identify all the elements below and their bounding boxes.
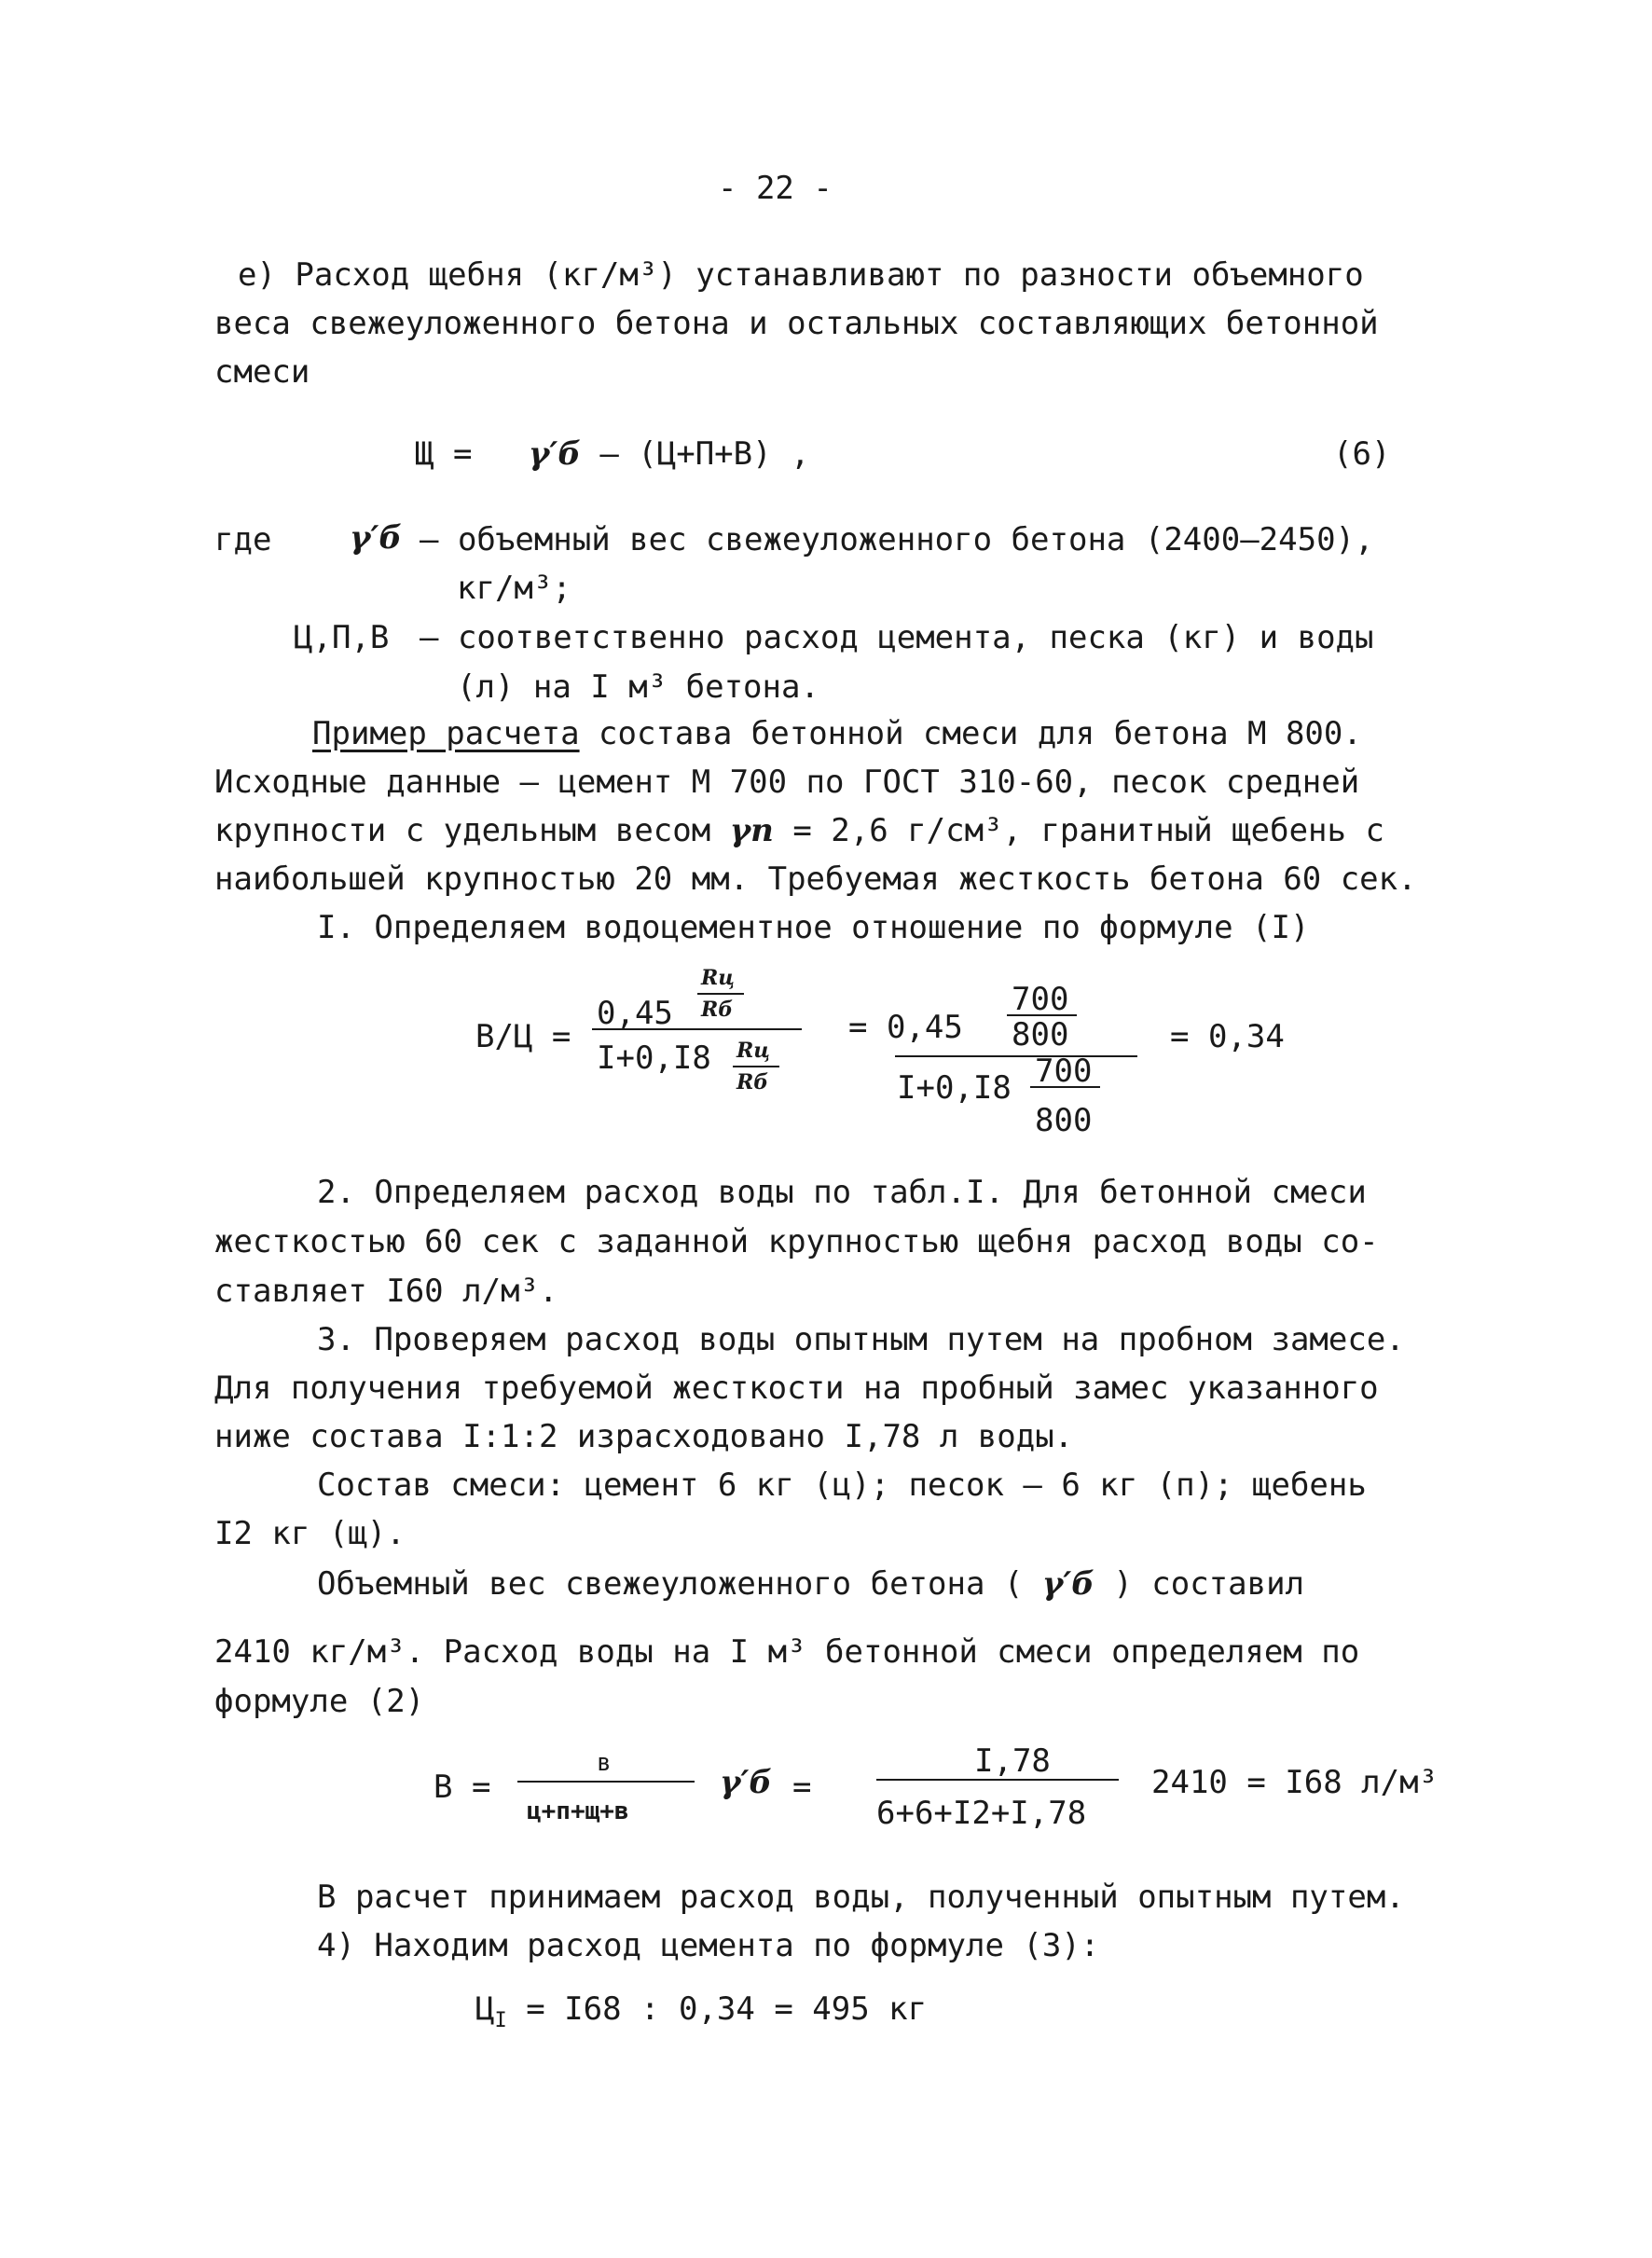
example-line-3-b: = 2,6 г/см³, гранитный щебень с <box>792 812 1384 849</box>
formula-2-eq: = <box>792 1769 812 1806</box>
step-3-line-1: 3. Проверяем расход воды опытным путем на пробном замесе. <box>317 1321 1405 1358</box>
volume-line-3: формуле (2) <box>214 1683 425 1720</box>
formula-1-700-top: 700 <box>1012 981 1069 1018</box>
formula-2-value-bar <box>876 1779 1119 1781</box>
formula-1-rc-top: Rц <box>701 966 735 990</box>
formula-2-result: 2410 = I68 л/м³ <box>1151 1764 1439 1801</box>
formula-3 <box>475 1990 928 2032</box>
para-e-line-1: е) Расход щебня (кг/м³) устанавливают по разности объемного <box>238 256 1364 294</box>
example-line-4: наибольшей крупностью 20 мм. Требуемая жесткость бетона 60 сек. <box>214 861 1417 898</box>
example-title: Пример расчета <box>312 715 580 752</box>
formula-2-main-bar <box>517 1781 695 1783</box>
formula-6 <box>415 435 810 473</box>
step-2-line-1: 2. Определяем расход воды по табл.I. Для бетонной смеси <box>317 1174 1367 1211</box>
step-4: 4) Находим расход цемента по формуле (3): <box>317 1927 1100 1964</box>
gamma-p-symbol: γп <box>729 812 774 849</box>
where-word: где <box>214 521 272 558</box>
formula-2-denom: ц+п+щ+в <box>527 1797 629 1825</box>
para-e-line-2: веса свежеуложенного бетона и остальных составляющих бетонной <box>214 305 1379 342</box>
formula-3-lhs: Ц <box>475 1990 495 2028</box>
conclusion: В расчет принимаем расход воды, полученный опытным путем. <box>317 1879 1405 1916</box>
formula-2-lhs: В = <box>434 1769 491 1806</box>
step-2-line-2: жесткостью 60 сек с заданной крупностью щебня расход воды со- <box>214 1223 1379 1260</box>
formula-1-denom: I+0,I8 <box>597 1040 711 1077</box>
formula-2-num: в <box>597 1749 612 1777</box>
step-2-line-3: ставляет I60 л/м³. <box>214 1273 558 1310</box>
formula-1-rc-bottom: Rц <box>737 1039 770 1063</box>
formula-1-value-bar <box>895 1055 1137 1057</box>
volume-line-1-b: ) составил <box>1113 1565 1305 1603</box>
volume-line-1 <box>317 1565 1305 1603</box>
volume-line-2: 2410 кг/м³. Расход воды на I м³ бетонной смеси определяем по <box>214 1633 1360 1671</box>
formula-2-num-value: I,78 <box>974 1742 1051 1780</box>
formula-1-700-bottom: 700 <box>1035 1053 1093 1090</box>
formula-1-rb-bottom: Rб <box>737 1070 769 1095</box>
step-1: I. Определяем водоцементное отношение по формуле (I) <box>317 909 1310 946</box>
formula-1-frac-bar-bottom <box>1030 1086 1100 1088</box>
formula-1-800-top: 800 <box>1012 1016 1069 1053</box>
mix-line-1: Состав смеси: цемент 6 кг (ц); песок – 6 кг (п); щебень <box>317 1466 1367 1504</box>
para-e-line-3: смеси <box>214 353 310 391</box>
formula-1-main-bar <box>592 1028 802 1030</box>
gamma-desc-line-2: кг/м³; <box>457 570 571 607</box>
formula-1-small-bar-bottom <box>733 1066 779 1067</box>
example-line-3-a: крупности с удельным весом <box>214 812 711 849</box>
formula-3-rest: = I68 : 0,34 = 495 кг <box>526 1990 928 2028</box>
formula-6-lhs: Щ = <box>415 435 473 473</box>
mix-line-2: I2 кг (щ). <box>214 1515 406 1552</box>
gamma-b-symbol: γ′б <box>528 435 581 473</box>
gamma-b-symbol-volume: γ′б <box>1041 1565 1094 1603</box>
formula-1-denom-value: I+0,I8 <box>897 1069 1012 1107</box>
volume-line-1-a: Объемный вес свежеуложенного бетона ( <box>317 1565 1024 1603</box>
example-line-2: Исходные данные – цемент М 700 по ГОСТ 310-60, песок средней <box>214 764 1360 801</box>
formula-6-number: (6) <box>1333 435 1391 473</box>
formula-1-rb-top: Rб <box>701 998 734 1022</box>
formula-6-rest: – (Ц+П+В) , <box>599 435 810 473</box>
page-number: - 22 - <box>718 170 833 207</box>
step-3-line-3: ниже состава I:1:2 израсходовано I,78 л воды. <box>214 1418 1074 1455</box>
formula-1-800-bottom: 800 <box>1035 1102 1093 1139</box>
example-line-1 <box>312 715 1362 752</box>
gamma-b-symbol-formula-2: γ′б <box>720 1764 772 1801</box>
cpv-desc-line-2: (л) на I м³ бетона. <box>457 668 819 706</box>
formula-1-coef: 0,45 <box>597 995 673 1032</box>
formula-1-small-bar-top <box>697 993 744 995</box>
formula-1-result: = 0,34 <box>1170 1018 1285 1055</box>
step-3-line-2: Для получения требуемой жесткости на пробный замес указанного <box>214 1370 1379 1407</box>
example-line-1-rest: состава бетонной смеси для бетона М 800. <box>579 715 1362 752</box>
formula-2-denom-value: 6+6+I2+I,78 <box>876 1795 1087 1832</box>
example-line-3 <box>214 812 1384 849</box>
gamma-b-symbol-where: γ′б <box>350 519 402 557</box>
formula-1-lhs: В/Ц = <box>475 1018 571 1055</box>
formula-1-eq: = 0,45 <box>848 1009 963 1046</box>
formula-3-sub: I <box>494 2008 507 2032</box>
cpv-symbol: Ц,П,В <box>294 619 390 656</box>
cpv-desc-line-1: – соответственно расход цемента, песка (кг) и воды <box>420 619 1374 656</box>
gamma-desc-line-1: – объемный вес свежеуложенного бетона (2400–2450), <box>420 521 1374 558</box>
